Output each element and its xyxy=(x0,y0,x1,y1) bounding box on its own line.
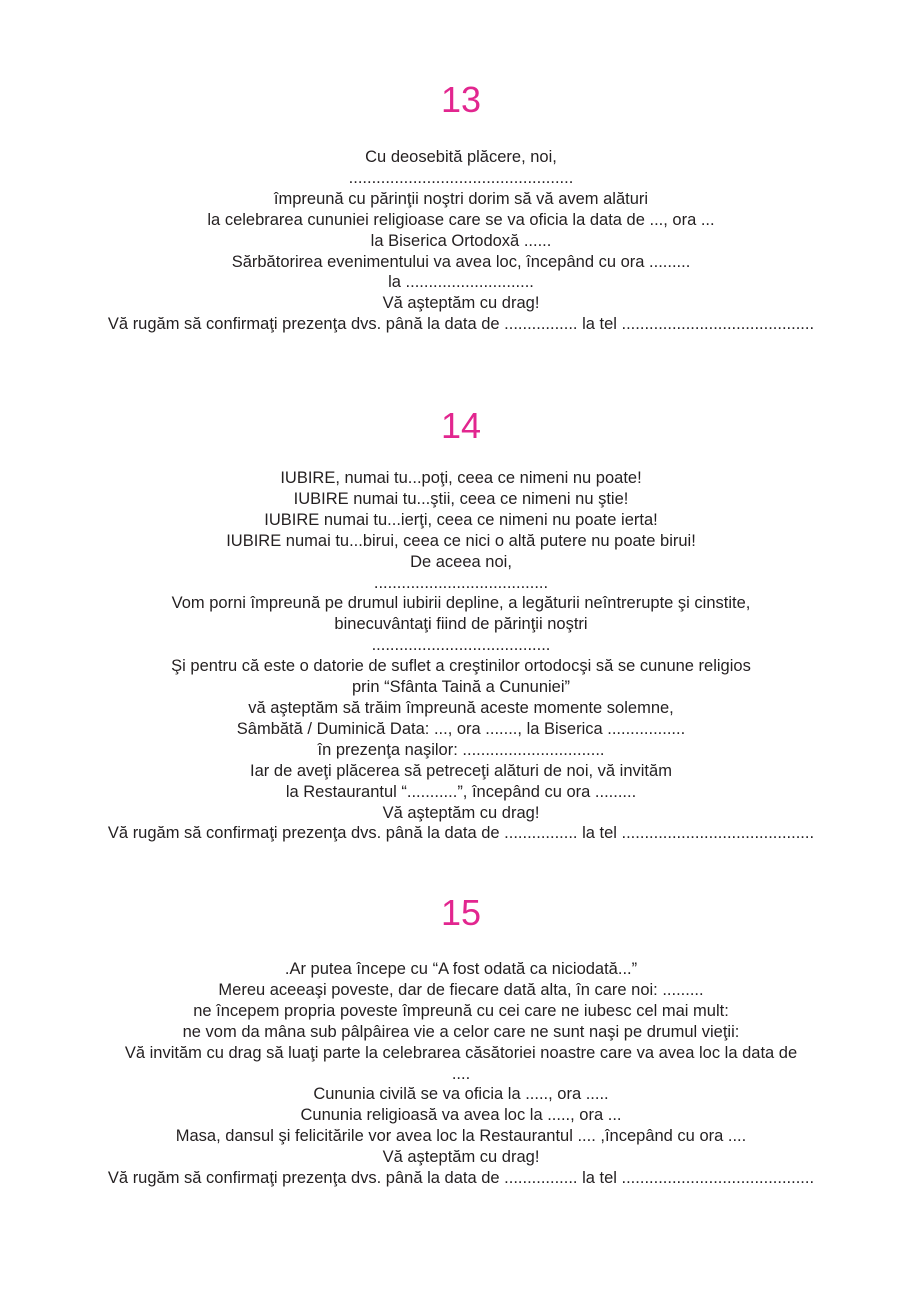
text-line: De aceea noi, xyxy=(410,552,512,571)
text-line: Vă aşteptăm cu drag! xyxy=(382,803,540,822)
text-line: Cununia religioasă va avea loc la ....., ora ... xyxy=(300,1106,622,1125)
text-line: în prezenţa naşilor: ............................... xyxy=(317,740,605,759)
invitation-text-14 xyxy=(0,406,922,844)
text-line: Sărbătorirea evenimentului va avea loc, începând cu ora ......... xyxy=(231,252,691,271)
invitation-number: 13 xyxy=(440,79,482,120)
text-line: la celebrarea cununiei religioase care se va oficia la data de ..., ora ... xyxy=(207,210,715,229)
text-line: IUBIRE numai tu...ierţi, ceea ce nimeni nu poate ierta! xyxy=(264,510,658,529)
text-line: Mereu aceeaşi poveste, dar de fiecare dată alta, în care noi: ......... xyxy=(218,980,704,999)
text-line: Iar de aveţi plăcerea să petreceţi alături de noi, vă invităm xyxy=(250,761,672,780)
text-line: la Biserica Ortodoxă ...... xyxy=(370,231,552,250)
invitation-body xyxy=(0,147,922,335)
text-line: Vă aşteptăm cu drag! xyxy=(382,1148,540,1167)
text-line: .... xyxy=(451,1064,471,1083)
text-line: Şi pentru că este o datorie de suflet a creştinilor ortodocşi să se cunune religios xyxy=(171,657,751,676)
invitation-text-15 xyxy=(0,893,922,1189)
text-line: prin “Sfânta Taină a Cununiei” xyxy=(352,678,570,697)
invitation-body xyxy=(0,959,922,1189)
text-line: ....................................... xyxy=(371,636,551,655)
text-line: ...................................... xyxy=(373,573,549,592)
text-line: IUBIRE numai tu...ştii, ceea ce nimeni nu ştie! xyxy=(293,489,629,508)
text-line: Cununia civilă se va oficia la ....., ora ..... xyxy=(313,1085,609,1104)
text-line: Vă rugăm să confirmaţi prezenţa dvs. până la data de ................ la tel .......................................... xyxy=(107,1169,815,1188)
text-line: la ............................ xyxy=(388,273,534,292)
text-line: Vă aşteptăm cu drag! xyxy=(382,294,540,313)
text-line: Vă rugăm să confirmaţi prezenţa dvs. până la data de ................ la tel .......................................... xyxy=(107,315,815,334)
invitation-number: 15 xyxy=(440,892,482,933)
text-line: Cu deosebită plăcere, noi, xyxy=(365,148,557,166)
invitation-body xyxy=(0,468,922,844)
text-line: vă aşteptăm să trăim împreună aceste momente solemne, xyxy=(248,698,674,717)
text-line: Vă rugăm să confirmaţi prezenţa dvs. până la data de ................ la tel .......................................... xyxy=(107,824,815,843)
text-line: ne începem propria poveste împreună cu cei care ne iubesc cel mai mult: xyxy=(193,1001,729,1020)
text-line: IUBIRE, numai tu...poţi, ceea ce nimeni nu poate! xyxy=(280,469,642,487)
text-line: la Restaurantul “...........”, începând cu ora ......... xyxy=(285,782,637,801)
text-line: ................................................. xyxy=(348,168,574,187)
invitation-text-13 xyxy=(0,80,922,335)
text-line: Masa, dansul şi felicitările vor avea loc la Restaurantul .... ,începând cu ora .... xyxy=(175,1127,747,1146)
text-line: împreună cu părinţii noştri dorim să vă avem alături xyxy=(273,189,649,208)
text-line: ne vom da mâna sub pâlpâirea vie a celor care ne sunt naşi pe drumul vieţii: xyxy=(182,1022,740,1041)
text-line: Sâmbătă / Duminică Data: ..., ora ......., la Biserica ................. xyxy=(236,719,686,738)
text-line: Vă invităm cu drag să luaţi parte la celebrarea căsătoriei noastre care va avea loc la data de xyxy=(124,1043,798,1062)
text-line: Vom porni împreună pe drumul iubirii depline, a legăturii neîntrerupte şi cinstite, xyxy=(171,594,751,613)
invitation-number: 14 xyxy=(440,405,482,446)
text-line: .Ar putea începe cu “A fost odată ca niciodată...” xyxy=(284,960,638,978)
text-line: IUBIRE numai tu...birui, ceea ce nici o altă putere nu poate birui! xyxy=(226,531,696,550)
text-line: binecuvântaţi fiind de părinţii noştri xyxy=(334,615,588,634)
